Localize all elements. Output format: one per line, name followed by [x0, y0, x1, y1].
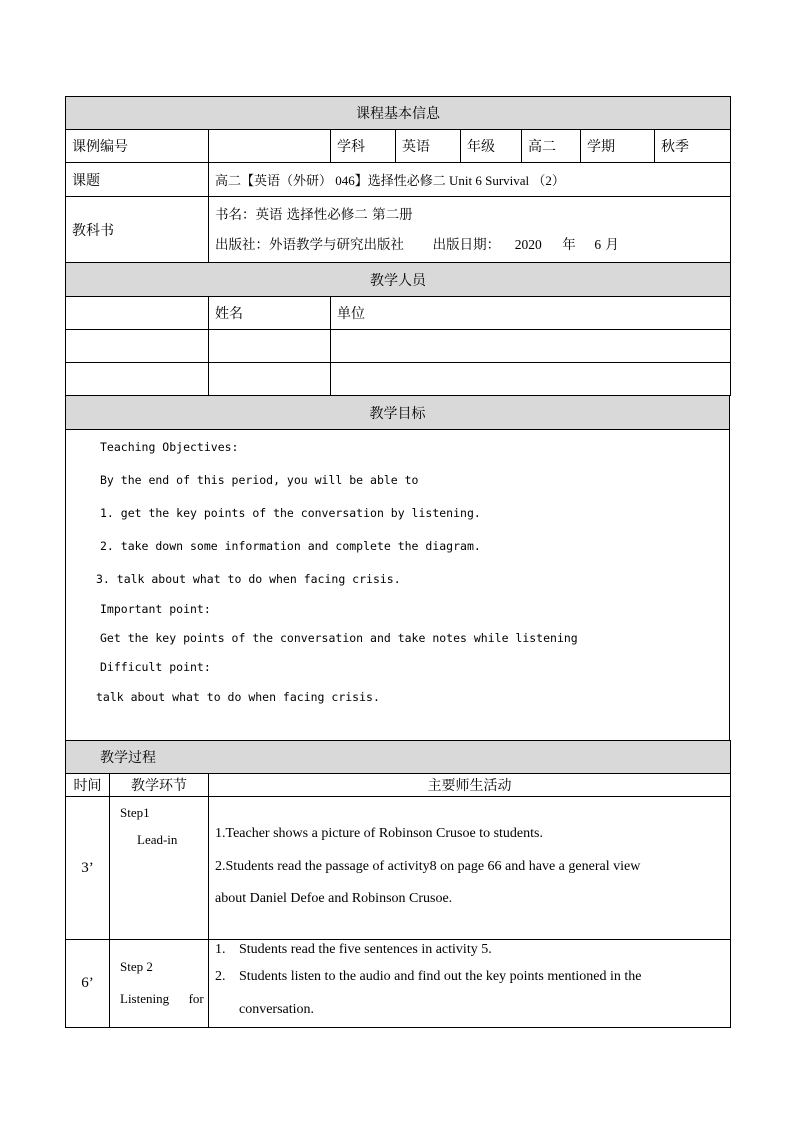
stage-line: Step1: [120, 805, 150, 820]
activity-line: conversation.: [239, 1002, 315, 1017]
stage-line: Listening for: [120, 991, 204, 1006]
row-stage: [110, 797, 209, 940]
lesson-plan: [65, 96, 730, 1028]
col-activity: 主要师生活动: [209, 774, 731, 797]
stage-line: Step 2: [120, 959, 153, 974]
activity-line: 2.Students read the passage of activity8 on page 66 and have a general view: [215, 859, 641, 874]
item-number: 2.: [215, 969, 226, 984]
staff-cell: [66, 363, 209, 396]
textbook-name: 书名：英语 选择性必修二 第二册: [215, 206, 413, 223]
subject-value: 英语: [396, 130, 461, 163]
objectives-table: [65, 395, 730, 741]
objective-line: By the end of this period, you will be able to: [100, 473, 419, 487]
table-row: [66, 940, 731, 1028]
term-label: 学期: [581, 130, 655, 163]
objective-line: Get the key points of the conversation and take notes while listening: [100, 631, 578, 645]
objective-line: 2. take down some information and complete the diagram.: [100, 539, 481, 553]
staff-col-blank: [66, 297, 209, 330]
activity-line: about Daniel Defoe and Robinson Crusoe.: [215, 891, 453, 906]
objectives-title: 教学目标: [66, 396, 730, 430]
staff-cell: [66, 330, 209, 363]
objective-line: Difficult point:: [100, 660, 211, 674]
grade-label: 年级: [461, 130, 522, 163]
topic-label: 课题: [66, 163, 209, 197]
staff-cell: [331, 330, 731, 363]
term-value: 秋季: [655, 130, 731, 163]
pub-month: 6: [594, 236, 602, 252]
basic-info-table: [65, 96, 731, 263]
grade-value: 高二: [522, 130, 581, 163]
subject-label: 学科: [331, 130, 396, 163]
case-no-value: [209, 130, 331, 163]
objectives-body: [66, 430, 730, 741]
objective-line: Teaching Objectives:: [100, 440, 239, 454]
staff-col-name: 姓名: [209, 297, 331, 330]
staff-col-unit: 单位: [331, 297, 731, 330]
staff-cell: [209, 330, 331, 363]
objective-line: Important point:: [100, 602, 211, 616]
pub-year: 2020: [514, 236, 542, 252]
activity-line: Students read the five sentences in activity 5.: [239, 942, 492, 957]
objective-line: 3. talk about what to do when facing crisis.: [96, 572, 401, 586]
row-time: 6’: [66, 940, 110, 1028]
pub-date-label: 出版日期：: [432, 236, 501, 253]
textbook-info: [209, 197, 731, 263]
basic-info-title: 课程基本信息: [66, 97, 731, 130]
row-activity: [209, 940, 731, 1028]
process-title: 教学过程: [66, 741, 731, 774]
staff-table: [65, 262, 731, 396]
objective-line: talk about what to do when facing crisis.: [96, 690, 380, 704]
objective-line: 1. get the key points of the conversation by listening.: [100, 506, 481, 520]
year-unit: 年: [562, 236, 576, 253]
row-time: 3’: [66, 797, 110, 940]
staff-cell: [209, 363, 331, 396]
col-time: 时间: [66, 774, 110, 797]
process-table: [65, 740, 731, 1028]
textbook-label: 教科书: [66, 197, 209, 263]
publisher: 出版社：外语教学与研究出版社: [215, 236, 404, 253]
item-number: 1.: [215, 942, 226, 957]
staff-cell: [331, 363, 731, 396]
stage-line: Lead-in: [137, 832, 178, 847]
table-row: [66, 797, 731, 940]
row-stage: [110, 940, 209, 1028]
activity-line: 1.Teacher shows a picture of Robinson Crusoe to students.: [215, 826, 543, 841]
staff-title: 教学人员: [66, 263, 731, 297]
activity-line: Students listen to the audio and find out the key points mentioned in the: [239, 969, 642, 984]
row-activity: [209, 797, 731, 940]
case-no-label: 课例编号: [66, 130, 209, 163]
topic-value: 高二【英语（外研） 046】选择性必修二 Unit 6 Survival （2）: [209, 163, 731, 197]
month-unit: 月: [605, 236, 619, 253]
col-stage: 教学环节: [110, 774, 209, 797]
publisher-line: [215, 230, 724, 260]
